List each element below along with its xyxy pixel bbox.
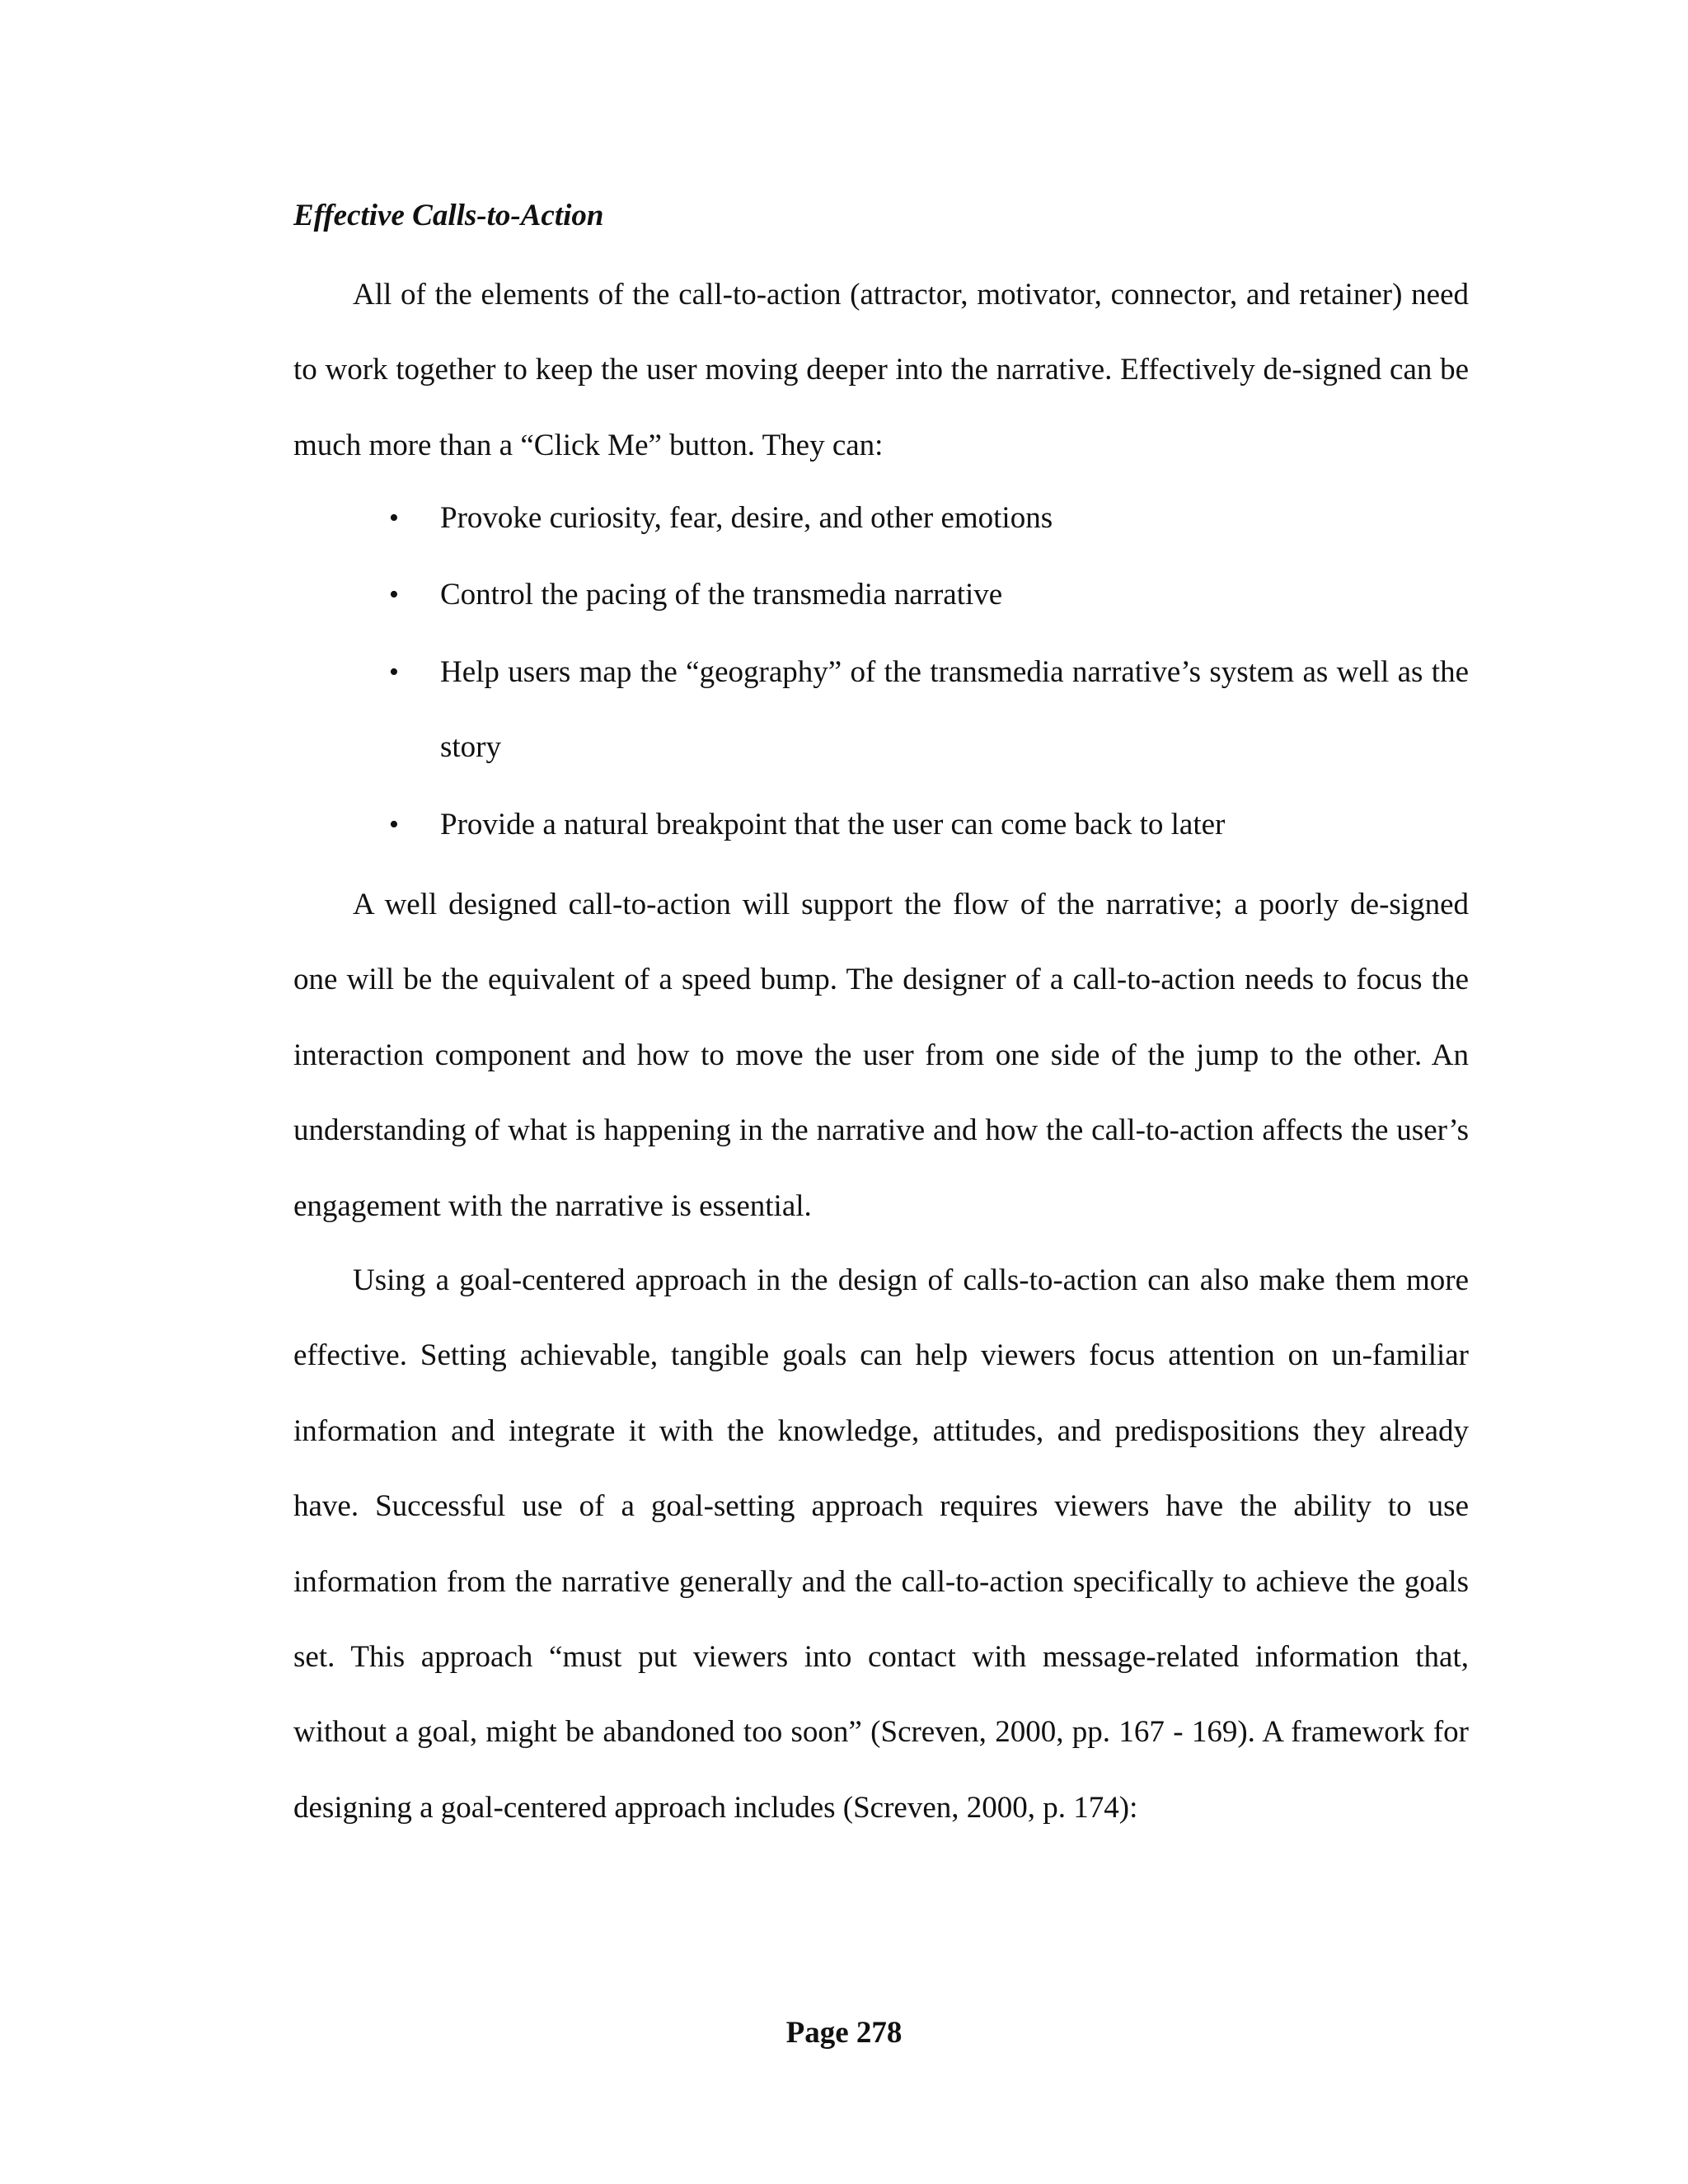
bullet-icon: • [389, 656, 399, 687]
bullet-item [293, 635, 1469, 785]
section-heading: Effective Calls-to-Action [293, 199, 604, 232]
bullet-icon: • [389, 503, 399, 533]
bullet-list [293, 480, 1469, 864]
bullet-icon: • [389, 579, 399, 611]
bullet-text: Provoke curiosity, fear, desire, and other emotions [440, 501, 1053, 535]
bullet-item [293, 557, 1469, 632]
paragraph-speed-bump: A well designed call-to-action will support the flow of the narrative; a poorly de-signed one will be the equivalent of a speed bump. The designer of a call-to-action needs to focus the interaction component and how to move the user from one side of the jump to the other. An understanding of what is happening in the narrative and how the call-to-action affects the user’s engagement with the narrative is essential. [293, 888, 1469, 1223]
bullet-text: Control the pacing of the transmedia narrative [440, 578, 1003, 612]
page-number: Page 278 [785, 2016, 903, 2050]
bullet-item [293, 480, 1469, 555]
bullet-icon: • [389, 808, 399, 840]
paragraph-goal-centered: Using a goal-centered approach in the design of calls-to-action can also make them more effective. Setting achievable, tangible goals can help viewers focus attention on un-familiar information and integrate it with the knowledge, attitudes, and predispositions they already have. Successful use of a goal-setting approach requires viewers have the ability to use information from the narrative generally and the call-to-action specifically to achieve the goals set. This approach “must put viewers into contact with message-related information that, without a goal, might be abandoned too soon” (Screven, 2000, pp. 167 - 169). A framework for designing a goal-centered approach includes (Screven, 2000, p. 174): [293, 1263, 1469, 1825]
bullet-text: Help users map the “geography” of the transmedia narrative’s system as well as the story [440, 654, 1469, 765]
bullet-item [293, 787, 1469, 862]
paragraph-intro: All of the elements of the call-to-action (attractor, motivator, connector, and retainer) need to work together to keep the user moving deeper into the narrative. Effectively de-signed can be much more than a “Click Me” button. They can: [293, 278, 1469, 462]
bullet-text: Provide a natural breakpoint that the user can come back to later [440, 807, 1226, 841]
